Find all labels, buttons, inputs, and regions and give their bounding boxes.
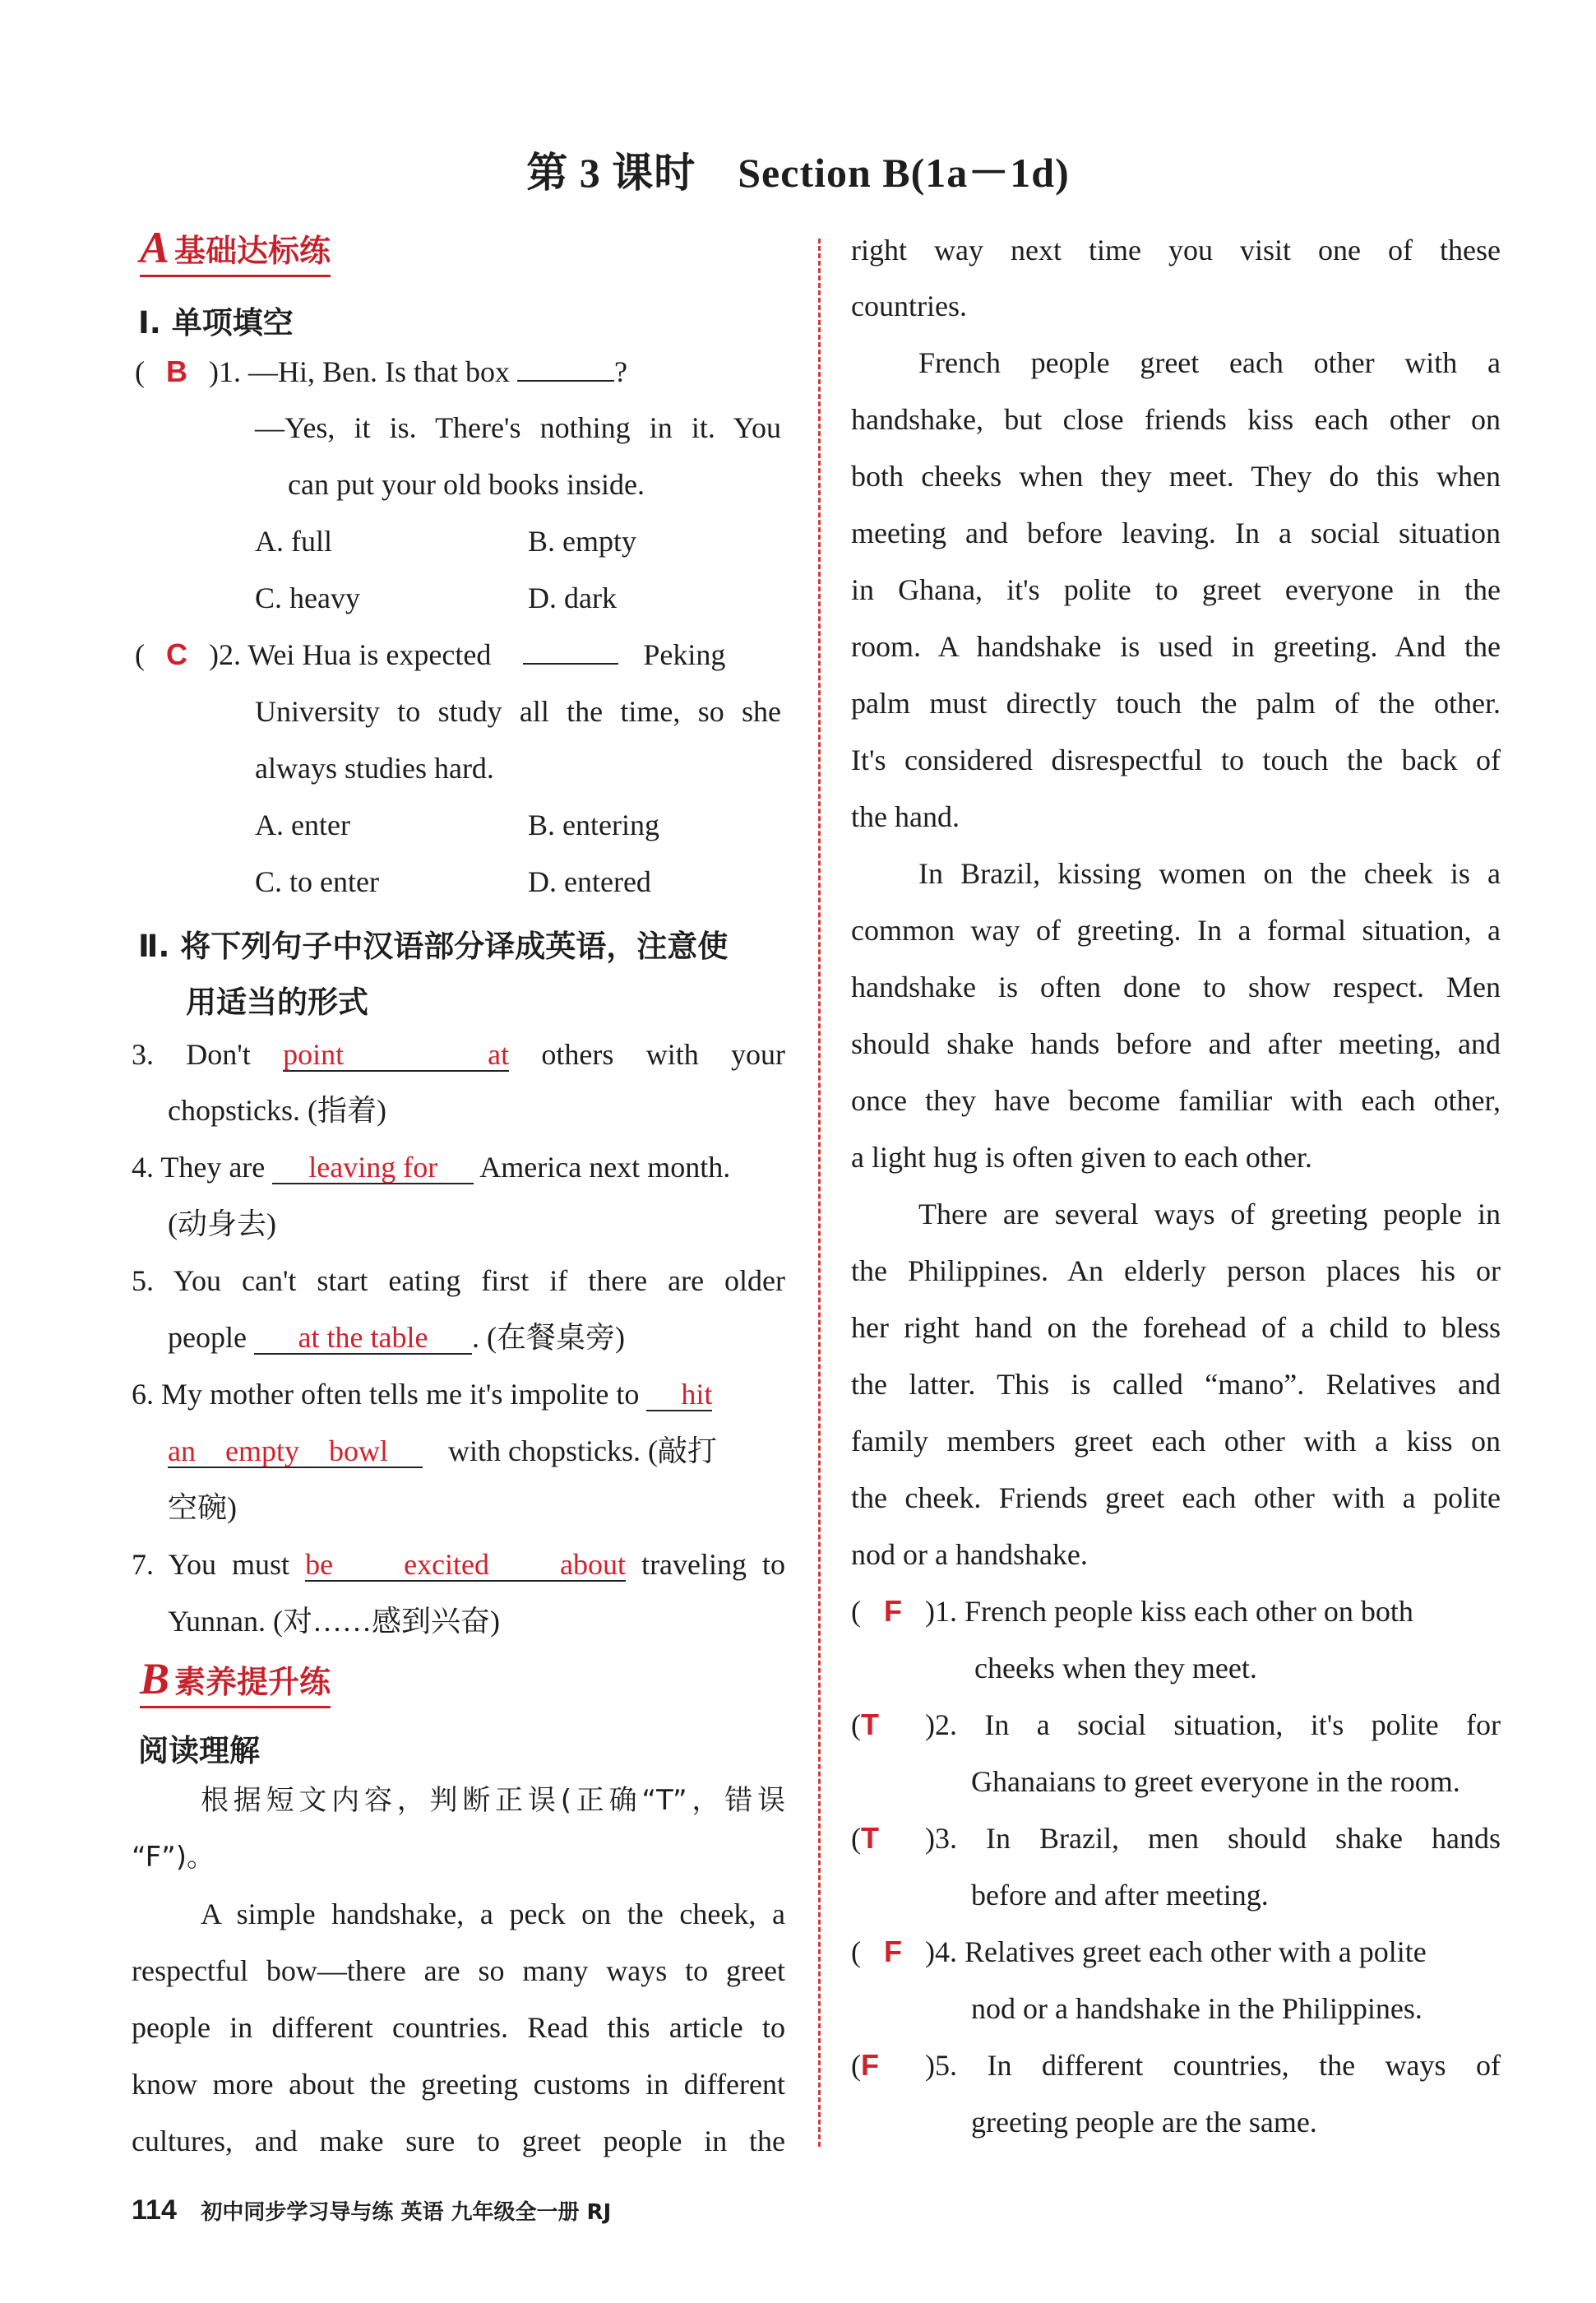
q1-line2: —Yes, it is. There's nothing in it. You bbox=[255, 411, 781, 444]
passage-left-line: respectful bow—there are so many ways to greet bbox=[132, 1954, 785, 1987]
q6-line3: 空碗) bbox=[168, 1491, 237, 1524]
q4-line2: (动身去) bbox=[168, 1207, 276, 1240]
q3-line1: 3. Don't point at others with your bbox=[132, 1038, 786, 1071]
section-a-header bbox=[140, 222, 331, 277]
section-b-title: 素养提升练 bbox=[174, 1663, 331, 1700]
q5-line2: people at the table . (在餐桌旁) bbox=[168, 1321, 625, 1354]
page-number: 114 bbox=[132, 2194, 177, 2226]
page-footer bbox=[132, 2194, 611, 2227]
tf-item-1: ( F )1. French people kiss each other on both bbox=[851, 1594, 1413, 1628]
tf-item-5-line2: greeting people are the same. bbox=[971, 2106, 1317, 2138]
passage-right-line: right way next time you visit one of these bbox=[851, 234, 1501, 266]
tf-1-answer[interactable]: F bbox=[884, 1594, 902, 1628]
q7-answer[interactable]: be excited about bbox=[305, 1548, 627, 1581]
tf-item-2: (T )2. In a social situation, it's polite for bbox=[851, 1708, 1501, 1741]
passage-right-line: meeting and before leaving. In a social situation bbox=[851, 517, 1501, 549]
passage-right-line: countries. bbox=[851, 290, 967, 322]
passage-right-line: handshake, but close friends kiss each other on bbox=[851, 403, 1501, 436]
q2-answer: C bbox=[166, 637, 187, 671]
q1-blank[interactable] bbox=[517, 380, 614, 382]
tf-item-3: (T )3. In Brazil, men should shake hands bbox=[851, 1821, 1501, 1855]
passage-right-line: the hand. bbox=[851, 800, 960, 833]
reading-subtitle: 阅读理解 bbox=[138, 1733, 260, 1768]
q5-line1: 5. You can't start eating first if there are older bbox=[132, 1264, 785, 1297]
q1-option-c: C. heavy bbox=[255, 582, 360, 614]
section-b-letter: B bbox=[140, 1654, 170, 1703]
q2-option-d: D. entered bbox=[528, 865, 651, 898]
part2-title-line2: 用适当的形式 bbox=[186, 985, 368, 1020]
passage-right-line: her right hand on the forehead of a child to bless bbox=[851, 1311, 1501, 1344]
passage-right-line: handshake is often done to show respect. Men bbox=[851, 971, 1501, 1003]
passage-right-line: family members greet each other with a kiss on bbox=[851, 1425, 1501, 1457]
passage-right-line: the latter. This is called “mano”. Relatives and bbox=[851, 1368, 1501, 1401]
passage-right-line: It's considered disrespectful to touch the back of bbox=[851, 744, 1501, 776]
passage-right-line: should shake hands before and after meeting, and bbox=[851, 1027, 1501, 1060]
passage-right-line: nod or a handshake. bbox=[851, 1538, 1088, 1571]
q3-line2: chopsticks. (指着) bbox=[168, 1094, 386, 1127]
q1-line3: can put your old books inside. bbox=[288, 468, 645, 501]
section-a-title: 基础达标练 bbox=[174, 232, 331, 269]
tf-item-1-line2: cheeks when they meet. bbox=[974, 1652, 1257, 1684]
q6-answer-part1[interactable]: hit bbox=[646, 1379, 712, 1411]
q4-line1: 4. They are leaving for America next month. bbox=[132, 1151, 731, 1184]
q6-answer-part2[interactable]: an empty bowl bbox=[168, 1435, 423, 1468]
passage-left-line: A simple handshake, a peck on the cheek, a bbox=[201, 1898, 785, 1930]
tf-item-5: (F )5. In different countries, the ways of bbox=[851, 2048, 1501, 2082]
q1-option-a: A. full bbox=[255, 525, 332, 558]
passage-right-line: common way of greeting. In a formal situation, a bbox=[851, 914, 1501, 947]
q1-option-b: B. empty bbox=[528, 525, 636, 558]
tf-5-answer[interactable]: F bbox=[861, 2048, 879, 2082]
q4-answer[interactable]: leaving for bbox=[272, 1152, 474, 1184]
tf-item-4-line2: nod or a handshake in the Philippines. bbox=[971, 1992, 1423, 2025]
section-a-letter: A bbox=[140, 223, 170, 272]
column-divider bbox=[818, 239, 821, 2147]
tf-item-4: ( F )4. Relatives greet each other with a polite bbox=[851, 1935, 1427, 1968]
passage-right-line: There are several ways of greeting people in bbox=[918, 1198, 1501, 1230]
q2-option-b: B. entering bbox=[528, 809, 659, 841]
q3-answer[interactable]: point at bbox=[283, 1038, 510, 1071]
q2-line1: ( C )2. Wei Hua is expected Peking bbox=[135, 637, 726, 671]
passage-right-line: once they have become familiar with each other, bbox=[851, 1084, 1501, 1117]
passage-right-line: In Brazil, kissing women on the cheek is a bbox=[918, 857, 1501, 890]
passage-right-line: palm must directly touch the palm of the other. bbox=[851, 687, 1501, 720]
tf-item-2-line2: Ghanaians to greet everyone in the room. bbox=[971, 1765, 1460, 1798]
page-title: 第 3 课时 Section B(1a－1d) bbox=[526, 150, 1070, 196]
passage-right-line: a light hug is often given to each other. bbox=[851, 1141, 1312, 1174]
section-b-header bbox=[140, 1653, 331, 1708]
passage-right-line: the Philippines. An elderly person places his or bbox=[851, 1254, 1501, 1287]
book-title: 初中同步学习导与练 英语 九年级全一册 RJ bbox=[201, 2200, 612, 2225]
q7-line1: 7. You must be excited about traveling to bbox=[132, 1548, 786, 1581]
passage-right-line: both cheeks when they meet. They do this when bbox=[851, 460, 1501, 493]
passage-right-line: the cheek. Friends greet each other with a polite bbox=[851, 1481, 1501, 1514]
instruction-line1: 根据短文内容，判断正误(正确“T”，错误 bbox=[201, 1784, 785, 1817]
q2-option-a: A. enter bbox=[255, 809, 350, 841]
tf-item-3-line2: before and after meeting. bbox=[971, 1879, 1269, 1911]
passage-left-line: cultures, and make sure to greet people in the bbox=[132, 2125, 785, 2157]
q6-line2: an empty bowl with chopsticks. (敲打 bbox=[168, 1434, 717, 1467]
tf-3-answer[interactable]: T bbox=[861, 1821, 879, 1855]
q2-blank[interactable] bbox=[523, 663, 618, 665]
q1-option-d: D. dark bbox=[528, 582, 617, 614]
q2-line3: always studies hard. bbox=[255, 752, 494, 785]
passage-right-line: French people greet each other with a bbox=[918, 346, 1501, 379]
tf-4-answer[interactable]: F bbox=[884, 1935, 902, 1968]
part1-title: Ⅰ. 单项填空 bbox=[138, 305, 294, 341]
q2-line2: University to study all the time, so she bbox=[255, 695, 781, 728]
q5-answer[interactable]: at the table bbox=[254, 1322, 472, 1355]
instruction-line2: “F”)。 bbox=[132, 1841, 215, 1874]
q1-line1: ( B )1. —Hi, Ben. Is that box ? bbox=[135, 354, 627, 388]
passage-left-line: people in different countries. Read this article to bbox=[132, 2011, 785, 2044]
passage-left-line: know more about the greeting customs in different bbox=[132, 2068, 785, 2101]
part2-title-line1: Ⅱ. 将下列句子中汉语部分译成英语，注意使 bbox=[138, 929, 729, 964]
q1-answer: B bbox=[166, 354, 187, 388]
passage-right-line: in Ghana, it's polite to greet everyone in the bbox=[851, 573, 1501, 606]
q2-option-c: C. to enter bbox=[255, 865, 379, 898]
q6-line1: 6. My mother often tells me it's impolite to hit bbox=[132, 1378, 713, 1411]
passage-right-line: room. A handshake is used in greeting. And the bbox=[851, 630, 1501, 663]
q7-line2: Yunnan. (对……感到兴奋) bbox=[168, 1605, 500, 1638]
tf-2-answer[interactable]: T bbox=[861, 1708, 879, 1741]
